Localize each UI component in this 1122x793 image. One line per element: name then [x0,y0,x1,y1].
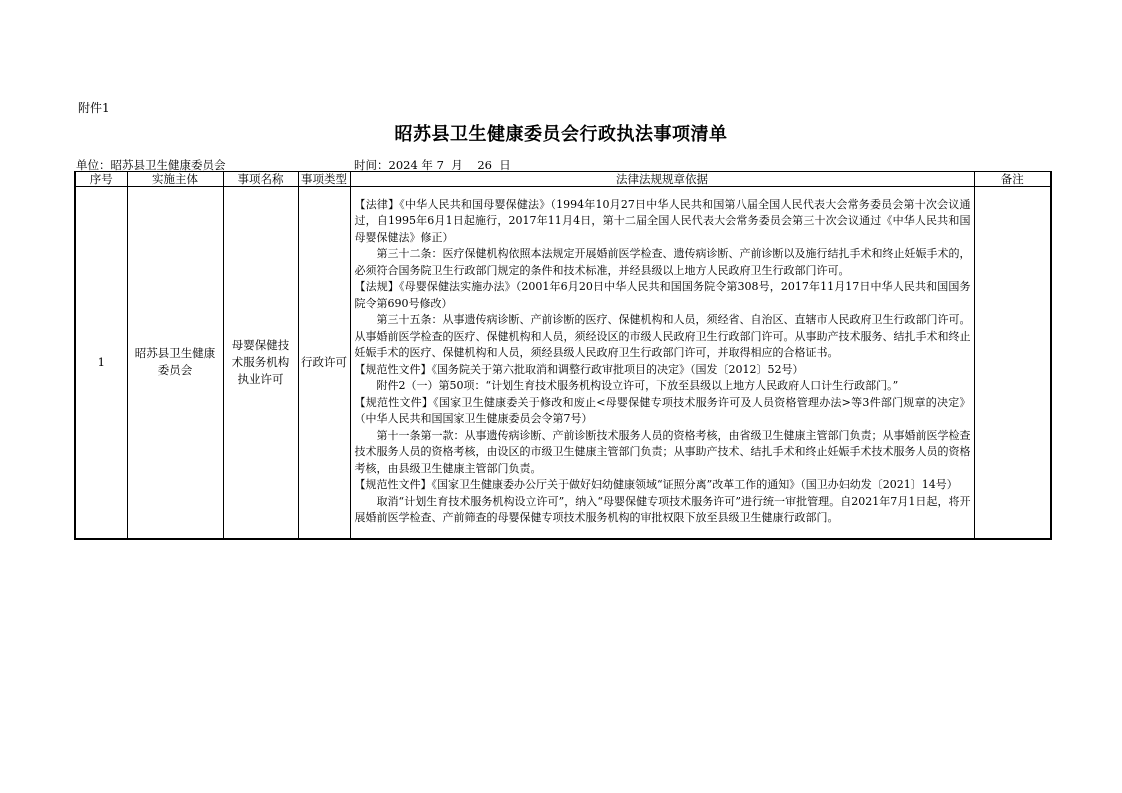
header-seq: 序号 [75,172,127,187]
header-remark: 备注 [974,172,1051,187]
table-row [75,187,1051,539]
basis-normative-doc-1: 【规范性文件】《国务院关于第六批取消和调整行政审批项目的决定》（国发〔2012〕52号） [354,362,804,376]
basis-regulation: 【法规】《母婴保健法实施办法》（2001年6月20日中华人民共和国国务院令第308号，2017年11月17日中华人民共和国国务院令第690号修改） [354,280,971,310]
basis-law: 【法律】《中华人民共和国母婴保健法》（1994年10月27日中华人民共和国第八届全国人民代表大会常务委员会第十次会议通过，自1995年6月1日起施行，2017年11月4日，第十二届全国人民代表大会常务委员会第三十次会议通过《中华人民共和国母婴保健法》修正） [354,197,971,244]
date-label: 时间：2024 年 7 月 26 日 [354,158,511,172]
basis-normative-doc-3-article: 取消“计划生育技术服务机构设立许可”，纳入“母婴保健专项技术服务许可”进行统一审批管理。自2021年7月1日起，将开展婚前医学检查、产前筛查的母婴保健专项技术服务机构的审批权限下放至县级卫生健康行政部门。 [354,494,971,525]
basis-normative-doc-1-article: 附件2（一）第50项：“计划生育技术服务机构设立许可，下放至县级以上地方人民政府人口计生行政部门。” [376,379,899,393]
cell-item-type: 行政许可 [298,187,350,539]
basis-normative-doc-3: 【规范性文件】《国家卫生健康委办公厅关于做好妇幼健康领域“证照分离”改革工作的通知》（国卫办妇幼发〔2021〕14号） [354,478,958,492]
enforcement-items-table [74,171,1052,540]
header-item-name: 事项名称 [223,172,298,187]
attachment-label: 附件1 [78,101,110,115]
basis-law-article: 第三十二条：医疗保健机构依照本法规定开展婚前医学检查、遗传病诊断、产前诊断以及施行结扎手术和终止妊娠手术的，必须符合国务院卫生行政部门规定的条件和技术标准，并经县级以上地方人民政府卫生行政部门许可。 [354,247,971,277]
basis-normative-doc-2-article: 第十一条第一款：从事遗传病诊断、产前诊断技术服务人员的资格考核，由省级卫生健康主管部门负责；从事婚前医学检查技术服务人员的资格考核，由设区的市级卫生健康主管部门负责；从事助产技术、结扎手术和终止妊娠手术技术服务人员的资格考核，由县级卫生健康主管部门负责。 [354,428,971,475]
header-legal-basis: 法律法规规章依据 [350,172,974,187]
header-item-type: 事项类型 [298,172,350,187]
unit-label: 单位：昭苏县卫生健康委员会 [76,158,226,172]
page-title: 昭苏县卫生健康委员会行政执法事项清单 [394,124,728,145]
basis-regulation-article: 第三十五条：从事遗传病诊断、产前诊断的医疗、保健机构和人员，须经省、自治区、直辖市人民政府卫生行政部门许可。从事婚前医学检查的医疗、保健机构和人员，须经设区的市级人民政府卫生行政部门许可。从事助产技术服务、结扎手术和终止妊娠手术的医疗、保健机构和人员，须经县级人民政府卫生行政部门许可，并取得相应的合格证书。 [354,313,971,360]
cell-seq: 1 [75,187,127,539]
cell-subject: 昭苏县卫生健康委员会 [127,187,223,539]
basis-normative-doc-2: 【规范性文件】《国家卫生健康委关于修改和废止<母婴保健专项技术服务许可及人员资格管理办法>等3件部门规章的决定》（中华人民共和国国家卫生健康委员会令第7号） [354,395,971,426]
cell-legal-basis [350,187,974,539]
cell-remark [974,187,1051,539]
header-subject: 实施主体 [127,172,223,187]
table-header-row [75,172,1051,187]
cell-item-name: 母婴保健技术服务机构执业许可 [223,187,298,539]
